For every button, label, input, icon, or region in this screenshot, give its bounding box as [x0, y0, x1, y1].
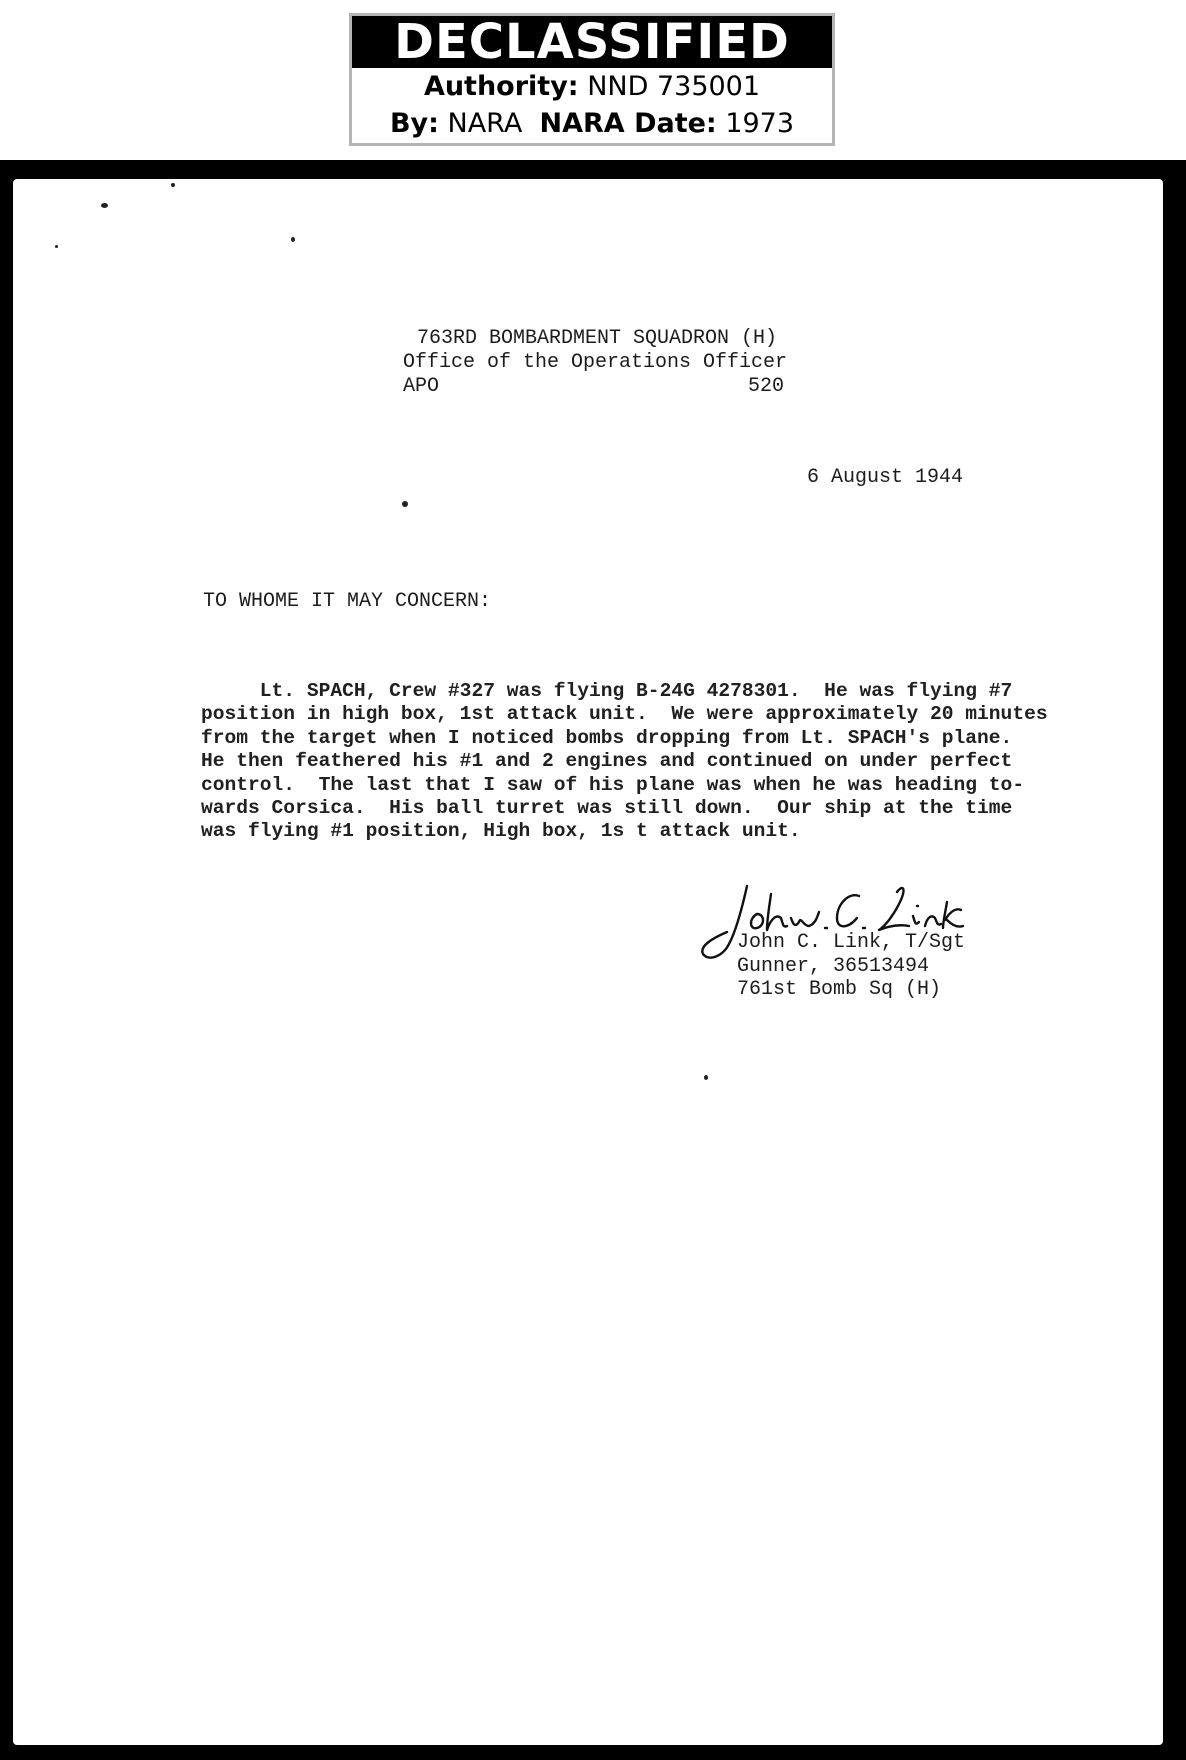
scan-speck — [704, 1075, 708, 1080]
signer-position: Gunner, 36513494 — [737, 954, 930, 978]
stamp-by-date — [352, 105, 832, 142]
stamp-title: DECLASSIFIED — [352, 16, 832, 68]
scan-speck — [402, 501, 408, 507]
letter-body — [201, 680, 1101, 844]
stamp-by-value: NARA — [447, 108, 523, 139]
apo-label: APO — [403, 375, 440, 398]
letterhead — [403, 327, 787, 399]
stamp-authority — [352, 68, 832, 105]
body-line: was flying #1 position, High box, 1s t attack unit. — [201, 820, 801, 843]
letterhead-apo — [403, 375, 784, 399]
salutation: TO WHOME IT MAY CONCERN: — [203, 590, 492, 613]
stamp-authority-label: Authority: — [423, 71, 579, 102]
stamp-date-label: NARA Date: — [539, 108, 717, 139]
body-line: Lt. SPACH, Crew #327 was flying B-24G 4278301. He was flying #7 — [201, 680, 1013, 702]
scan-speck — [171, 183, 175, 187]
apo-number: 520 — [747, 375, 784, 398]
signer-unit: 761st Bomb Sq (H) — [737, 978, 942, 1001]
signer-name-rank: John C. Link, T/Sgt — [737, 931, 966, 954]
stamp-by-label: By: — [389, 108, 439, 139]
stamp-authority-value: NND 735001 — [587, 71, 761, 102]
scan-speck — [55, 245, 58, 248]
scan-speck — [291, 237, 295, 242]
letter-date: 6 August 1944 — [807, 466, 964, 489]
letterhead-office: Office of the Operations Officer — [403, 351, 788, 374]
scanned-page-frame — [0, 160, 1186, 1760]
declassified-stamp — [349, 13, 835, 146]
body-line: He then feathered his #1 and 2 engines and continued on under perfect — [201, 750, 1013, 773]
body-line: control. The last that I saw of his plane was when he was heading to- — [201, 773, 1025, 796]
scan-speck — [101, 203, 108, 208]
signature-block — [737, 931, 965, 1002]
document-page — [13, 179, 1163, 1745]
body-line: wards Corsica. His ball turret was still down. Our ship at the time — [201, 797, 1013, 820]
body-line: from the target when I noticed bombs dropping from Lt. SPACH's plane. — [201, 726, 1013, 749]
stamp-date-value: 1973 — [725, 108, 795, 139]
body-line: position in high box, 1st attack unit. We were approximately 20 minutes — [201, 703, 1048, 726]
letterhead-unit: 763RD BOMBARDMENT SQUADRON (H) — [417, 327, 778, 350]
